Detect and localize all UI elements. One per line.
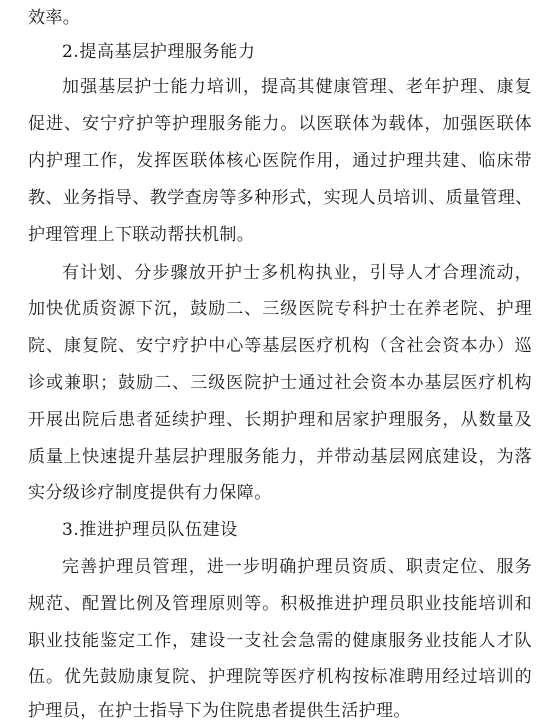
paragraph-line: 院、康复院、安宁疗护中心等基层医疗机构（含社会资本办）巡 bbox=[28, 336, 532, 356]
paragraph-line: 促进、安宁疗护等护理服务能力。以医联体为载体，加强医联体 bbox=[28, 114, 532, 134]
paragraph-line: 规范、配置比例及管理原则等。积极推进护理员职业技能培训和 bbox=[28, 594, 532, 614]
section-heading: 3.推进护理员队伍建设 bbox=[62, 520, 238, 540]
section-heading: 2.提高基层护理服务能力 bbox=[62, 42, 256, 62]
paragraph-line: 有计划、分步骤放开护士多机构执业，引导人才合理流动， bbox=[62, 263, 532, 283]
paragraph-line: 护理员，在护士指导下为住院患者提供生活护理。 bbox=[28, 701, 411, 721]
paragraph-line: 职业技能鉴定工作，建设一支社会急需的健康服务业技能人才队 bbox=[28, 631, 532, 651]
paragraph-line: 加快优质资源下沉，鼓励二、三级医院专科护士在养老院、护理 bbox=[28, 299, 532, 319]
paragraph-line: 质量上快速提升基层护理服务能力，并带动基层网底建设，为落 bbox=[28, 447, 532, 467]
paragraph-line: 教、业务指导、教学查房等多种形式，实现人员培训、质量管理、 bbox=[28, 188, 533, 208]
paragraph-line: 护理管理上下联动帮扶机制。 bbox=[28, 225, 255, 245]
paragraph-line: 加强基层护士能力培训，提高其健康管理、老年护理、康复 bbox=[62, 77, 532, 97]
paragraph-line: 伍。优先鼓励康复院、护理院等医疗机构按标准聘用经过培训的 bbox=[28, 667, 532, 687]
paragraph-line: 效率。 bbox=[28, 8, 81, 28]
paragraph-line: 完善护理员管理，进一步明确护理员资质、职责定位、服务 bbox=[62, 557, 532, 577]
paragraph-line: 内护理工作，发挥医联体核心医院作用，通过护理共建、临床带 bbox=[28, 151, 532, 171]
paragraph-line: 诊或兼职；鼓励二、三级医院护士通过社会资本办基层医疗机构 bbox=[28, 373, 532, 393]
paragraph-line: 开展出院后患者延续护理、长期护理和居家护理服务，从数量及 bbox=[28, 410, 532, 430]
paragraph-line: 实分级诊疗制度提供有力保障。 bbox=[28, 483, 272, 503]
